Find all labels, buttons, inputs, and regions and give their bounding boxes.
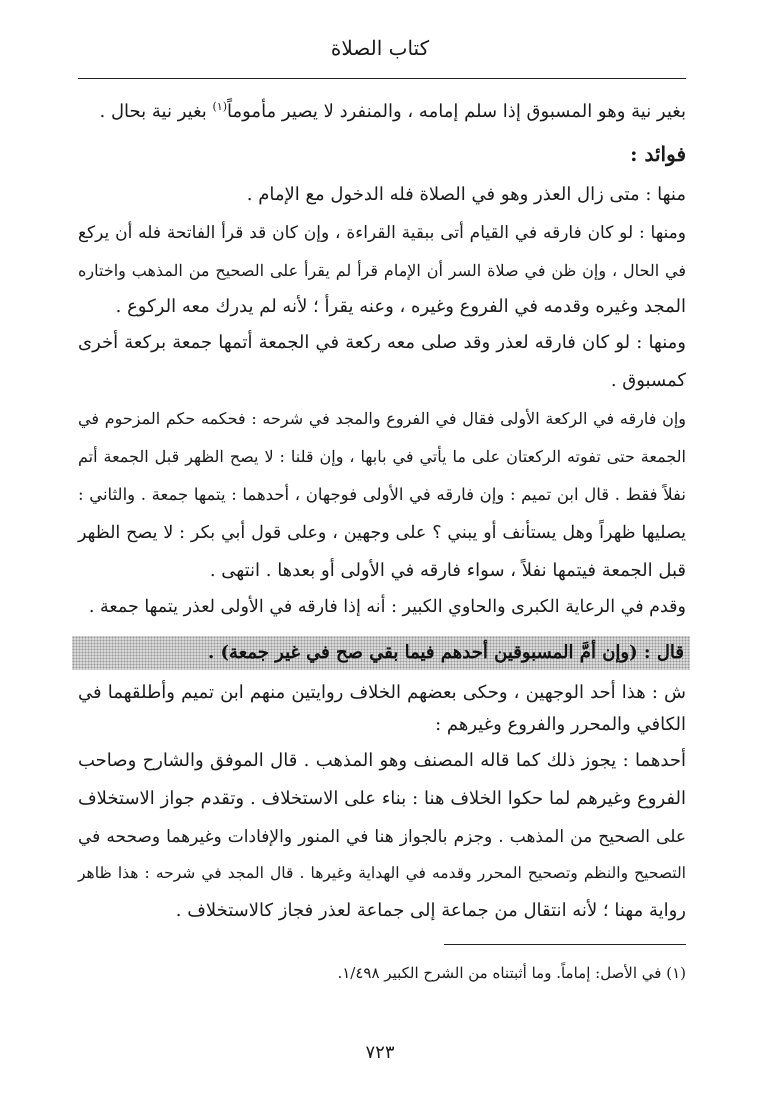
- text-line-13: قبل الجمعة فيتمها نفلاً ، سواء فارقه في الأولى أو بعدها . انتهى .: [209, 560, 686, 581]
- section-heading: فوائد :: [630, 142, 686, 166]
- page-number: ٧٢٣: [365, 1042, 395, 1063]
- text-line-18: أحدهما : يجوز ذلك كما قاله المصنف وهو المذهب . قال الموفق والشارح وصاحب: [78, 750, 686, 771]
- text-line-14: وقدم في الرعاية الكبرى والحاوي الكبير : أنه إذا فارقه في الأولى لعذر يتمها جمعة .: [88, 597, 686, 617]
- text-line-10: الجمعة حتى تفوته الركعتان على ما يأتي في بابها ، وإن قلنا : لا يصح الظهر قبل الجمعة أتم: [78, 447, 686, 466]
- text-line-21: التصحيح والنظم وتصحيح المحرر وقدمه في الهداية وغيرها . قال المجد في شرحه : هذا ظاهر: [78, 864, 686, 882]
- header-divider: [78, 78, 686, 79]
- text-line-12: يصليها ظهراً وهل يستأنف أو يبني ؟ على وجهين ، وعلى قول أبي بكر : لا يصح الظهر: [78, 523, 686, 543]
- text-segment: بغير نية وهو المسبوق إذا سلم إمامه ، والمنفرد لا يصير مأموماً: [227, 101, 686, 122]
- text-line-9: وإن فارقه في الركعة الأولى فقال في الفروع والمجد في شرحه : فحكمه حكم المزحوم في: [78, 409, 686, 428]
- quoted-matn-text: قال : (وإن أمَّ المسبوقين أحدهم فيما بقي صح في غير جمعة) .: [207, 642, 684, 663]
- text-segment: بغير نية بحال .: [99, 101, 213, 122]
- quoted-matn-band: [72, 636, 690, 670]
- text-line-20: على الصحيح من المذهب . وجزم بالجواز هنا في المنور والإفادات وغيرهما وصححه في: [78, 827, 686, 847]
- footnote-divider: [444, 944, 686, 945]
- text-line-5: في الحال ، وإن ظن في صلاة السر أن الإمام قرأ لم يقرأ على الصحيح من المذهب واختاره: [78, 261, 687, 280]
- footnote-text: (١) في الأصل: إماماً. وما أثبتناه من الشرح الكبير ١/٤٩٨.: [337, 964, 686, 982]
- text-line-4: ومنها : لو كان فارقه في القيام أتى ببقية القراءة ، وإن كان قد قرأ الفاتحة فله أن يركع: [78, 223, 686, 243]
- text-line-8: كمسبوق .: [610, 370, 686, 391]
- text-line-1: [78, 92, 686, 124]
- text-line-11: نفلاً فقط . قال ابن تميم : وإن فارقه في الأولى فوجهان ، أحدهما : يتمها جمعة . والثاني :: [78, 485, 686, 504]
- text-line-3: منها : متى زال العذر وهو في الصلاة فله الدخول مع الإمام .: [246, 184, 686, 205]
- running-header-title: كتاب الصلاة: [330, 36, 430, 60]
- text-line-6: المجد وغيره وقدمه في الفروع وغيره ، وعنه يقرأ ؛ لأنه لم يدرك معه الركوع .: [115, 296, 686, 317]
- text-line-17: الكافي والمحرر والفروع وغيرهم :: [435, 714, 686, 735]
- text-line-16: ش : هذا أحد الوجهين ، وحكى بعضهم الخلاف روايتين منهم ابن تميم وأطلقهما في: [78, 682, 686, 703]
- text-line-22: رواية مهنا ؛ لأنه انتقال من جماعة إلى جماعة لعذر فجاز كالاستخلاف .: [175, 900, 686, 921]
- text-line-19: الفروع وغيرهم لما حكوا الخلاف هنا : بناء على الاستخلاف . وتقدم جواز الاستخلاف: [78, 788, 686, 809]
- footnote-marker[interactable]: (١): [212, 100, 227, 113]
- text-line-7: ومنها : لو كان فارقه لعذر وقد صلى معه ركعة في الجمعة أتمها جمعة بركعة أخرى: [78, 332, 686, 353]
